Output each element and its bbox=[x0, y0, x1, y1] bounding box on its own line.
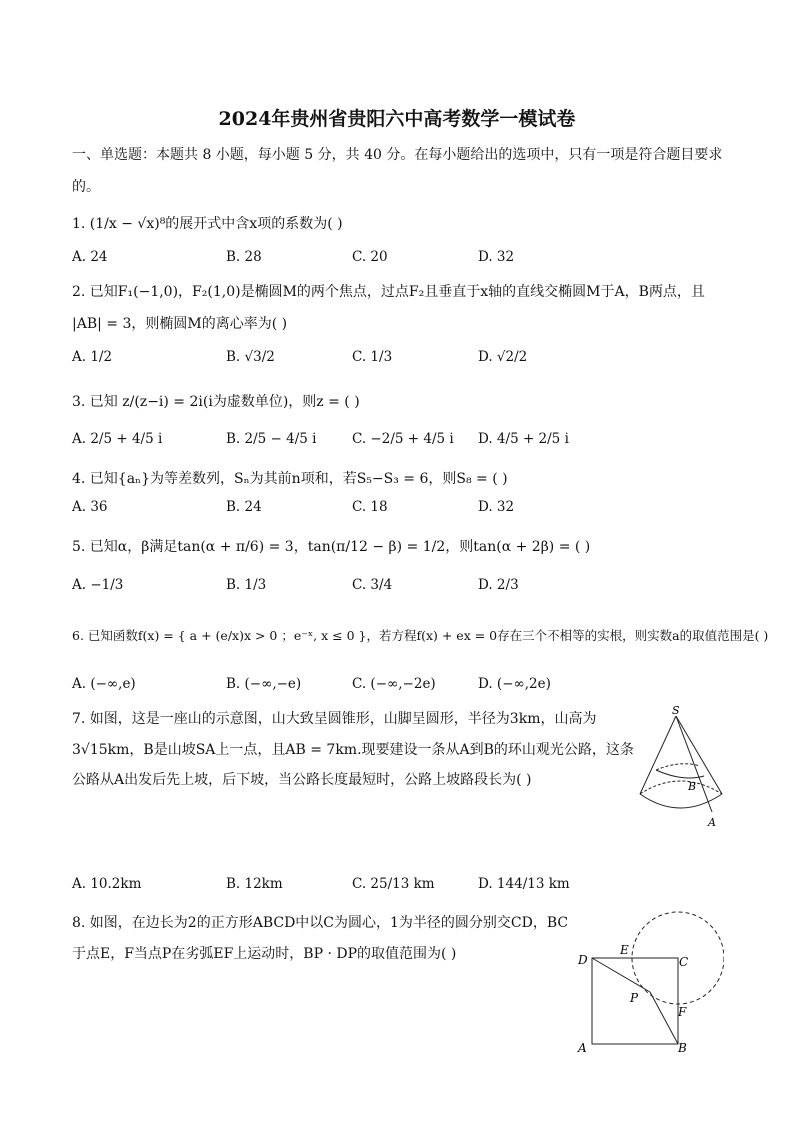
question-2-cont: |AB| = 3，则椭圆M的离心率为( ) bbox=[72, 316, 288, 332]
q2-option-b: B. √3/2 bbox=[226, 349, 275, 365]
q7-option-d: D. 144/13 km bbox=[478, 876, 570, 892]
q3-option-b: B. 2/5 − 4/5 i bbox=[226, 431, 317, 447]
q3-option-d: D. 4/5 + 2/5 i bbox=[478, 431, 569, 447]
q3-option-c: C. −2/5 + 4/5 i bbox=[352, 431, 454, 447]
square-figure bbox=[572, 906, 724, 1058]
q5-option-b: B. 1/3 bbox=[226, 577, 267, 593]
q4-option-d: D. 32 bbox=[478, 499, 515, 515]
q6-option-d: D. (−∞,2e) bbox=[478, 676, 551, 692]
question-2: 2. 已知F₁(−1,0)，F₂(1,0)是椭圆M的两个焦点，过点F₂且垂直于x轴的直线交椭圆M于A，B两点，且 bbox=[72, 284, 705, 300]
square-label-p: P bbox=[630, 991, 639, 1005]
question-8-cont: 于点E，F当点P在劣弧EF上运动时，BP · DP的取值范围为( ) bbox=[72, 946, 457, 962]
q2-option-d: D. √2/2 bbox=[478, 349, 528, 365]
section-heading-cont: 的。 bbox=[72, 179, 100, 195]
question-1: 1. (1/x − √x)⁸的展开式中含x项的系数为( ) bbox=[72, 216, 343, 232]
q1-option-d: D. 32 bbox=[478, 249, 515, 265]
q7-option-b: B. 12km bbox=[226, 876, 283, 892]
cone-figure bbox=[628, 704, 738, 832]
square-label-a: A bbox=[578, 1041, 587, 1055]
q4-option-c: C. 18 bbox=[352, 499, 388, 515]
question-8: 8. 如图，在边长为2的正方形ABCD中以C为圆心，1为半径的圆分别交CD，BC bbox=[72, 915, 569, 931]
q6-option-c: C. (−∞,−2e) bbox=[352, 676, 436, 692]
question-7-cont-2: 公路从A出发后先上坡，后下坡，当公路长度最短时，公路上坡路段长为( ) bbox=[72, 772, 532, 788]
q3-option-a: A. 2/5 + 4/5 i bbox=[72, 431, 163, 447]
square-label-c: C bbox=[679, 955, 689, 969]
section-heading: 一、单选题：本题共 8 小题，每小题 5 分，共 40 分。在每小题给出的选项中，只有一项是符合题目要求 bbox=[72, 147, 723, 163]
q7-option-c: C. 25/13 km bbox=[352, 876, 435, 892]
question-5: 5. 已知α，β满足tan(α + π/6) = 3，tan(π/12 − β) = 1/2，则tan(α + 2β) = ( ) bbox=[72, 539, 591, 555]
q1-option-a: A. 24 bbox=[72, 249, 108, 265]
q6-option-a: A. (−∞,e) bbox=[72, 676, 136, 692]
q4-option-b: B. 24 bbox=[226, 499, 262, 515]
cone-label-a: A bbox=[708, 816, 716, 829]
q6-option-b: B. (−∞,−e) bbox=[226, 676, 302, 692]
q5-option-a: A. −1/3 bbox=[72, 577, 124, 593]
square-label-f: F bbox=[678, 1005, 687, 1019]
question-7-cont-1: 3√15km，B是山坡SA上一点，且AB = 7km.现要建设一条从A到B的环山观光公路，这条 bbox=[72, 742, 634, 758]
question-3: 3. 已知 z/(z−i) = 2i(i为虚数单位)，则z = ( ) bbox=[72, 394, 360, 410]
q2-option-c: C. 1/3 bbox=[352, 349, 393, 365]
q5-option-c: C. 3/4 bbox=[352, 577, 393, 593]
question-7: 7. 如图，这是一座山的示意图，山大致呈圆锥形，山脚呈圆形，半径为3km，山高为 bbox=[72, 711, 597, 727]
square-label-b: B bbox=[678, 1041, 687, 1055]
q7-option-a: A. 10.2km bbox=[72, 876, 142, 892]
page-title: 2024年贵州省贵阳六中高考数学一模试卷 bbox=[218, 108, 576, 130]
question-6: 6. 已知函数f(x) = { a + (e/x)x > 0 ；e⁻ˣ, x ≤ 0 }，若方程f(x) + ex = 0存在三个不相等的实根，则实数a的取值范围是( ) bbox=[72, 628, 769, 643]
square-label-d: D bbox=[578, 953, 588, 967]
q1-option-b: B. 28 bbox=[226, 249, 262, 265]
q5-option-d: D. 2/3 bbox=[478, 577, 519, 593]
q4-option-a: A. 36 bbox=[72, 499, 108, 515]
square-label-e: E bbox=[620, 943, 629, 957]
question-4: 4. 已知{aₙ}为等差数列，Sₙ为其前n项和，若S₅−S₃ = 6，则S₈ = ( ) bbox=[72, 471, 508, 487]
q2-option-a: A. 1/2 bbox=[72, 349, 113, 365]
q1-option-c: C. 20 bbox=[352, 249, 388, 265]
cone-label-b: B bbox=[688, 780, 697, 793]
cone-label-s: S bbox=[672, 704, 680, 717]
